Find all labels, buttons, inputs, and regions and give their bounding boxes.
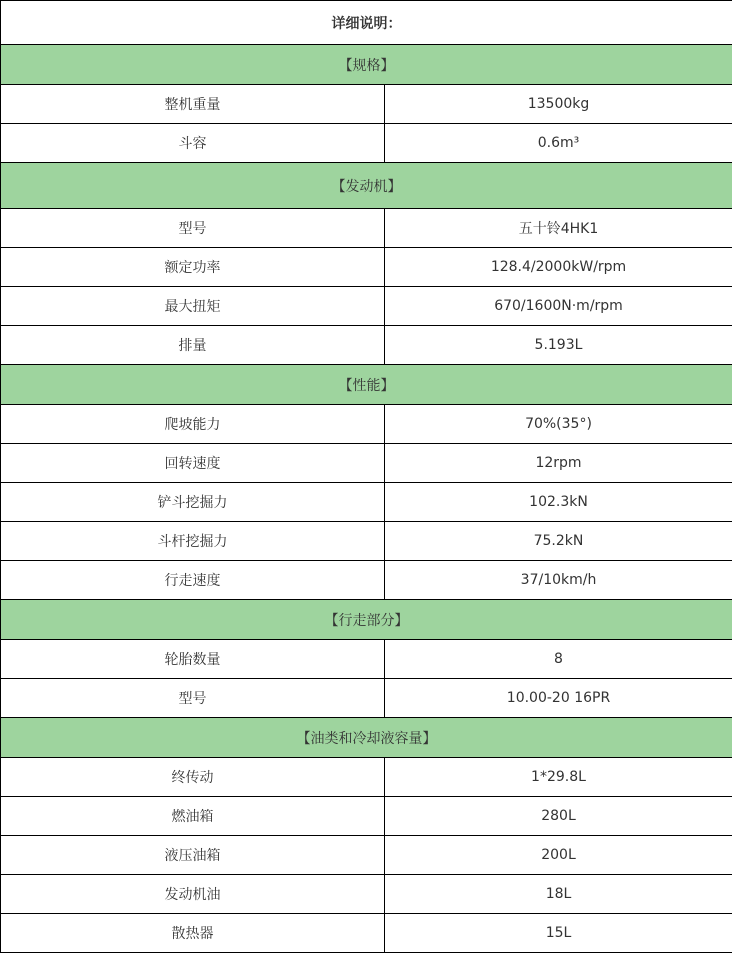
section-heading-travel: 【行走部分】 [1,600,732,640]
section-header [1,600,732,640]
row-value: 70%(35°) [385,405,732,444]
row-label: 回转速度 [1,444,385,483]
row-value: 13500kg [385,85,732,124]
row-label: 爬坡能力 [1,405,385,444]
table-row [1,326,732,365]
row-label: 最大扭矩 [1,287,385,326]
row-label: 额定功率 [1,248,385,287]
row-value: 18L [385,875,732,914]
table-row [1,287,732,326]
row-value: 五十铃4HK1 [385,209,732,248]
title-row [1,1,732,45]
row-label: 斗容 [1,124,385,163]
row-value: 12rpm [385,444,732,483]
table-row [1,405,732,444]
section-header [1,45,732,85]
row-value: 5.193L [385,326,732,365]
section-header [1,163,732,209]
table-row [1,836,732,875]
table-row [1,444,732,483]
table-row [1,640,732,679]
row-label: 散热器 [1,914,385,953]
row-value: 10.00-20 16PR [385,679,732,718]
table-row [1,248,732,287]
table-row [1,209,732,248]
section-heading-performance: 【性能】 [1,365,732,405]
row-label: 排量 [1,326,385,365]
table-row [1,124,732,163]
table-row [1,679,732,718]
table-title: 详细说明： [1,1,732,45]
section-header [1,718,732,758]
row-value: 670/1600N·m/rpm [385,287,732,326]
row-value: 128.4/2000kW/rpm [385,248,732,287]
table-row [1,85,732,124]
section-heading-specs: 【规格】 [1,45,732,85]
row-value: 102.3kN [385,483,732,522]
table-row [1,522,732,561]
table-row [1,914,732,953]
row-label: 发动机油 [1,875,385,914]
section-heading-engine: 【发动机】 [1,163,732,209]
row-label: 轮胎数量 [1,640,385,679]
row-label: 整机重量 [1,85,385,124]
section-heading-fluids: 【油类和冷却液容量】 [1,718,732,758]
row-value: 200L [385,836,732,875]
table-row [1,561,732,600]
table-row [1,875,732,914]
row-label: 液压油箱 [1,836,385,875]
row-label: 终传动 [1,758,385,797]
row-value: 37/10km/h [385,561,732,600]
row-value: 75.2kN [385,522,732,561]
row-label: 型号 [1,679,385,718]
row-value: 0.6m³ [385,124,732,163]
section-header [1,365,732,405]
row-value: 8 [385,640,732,679]
row-label: 铲斗挖掘力 [1,483,385,522]
row-label: 斗杆挖掘力 [1,522,385,561]
table-row [1,483,732,522]
row-value: 15L [385,914,732,953]
row-value: 280L [385,797,732,836]
row-label: 燃油箱 [1,797,385,836]
row-value: 1*29.8L [385,758,732,797]
row-label: 行走速度 [1,561,385,600]
table-row [1,797,732,836]
table-row [1,758,732,797]
row-label: 型号 [1,209,385,248]
